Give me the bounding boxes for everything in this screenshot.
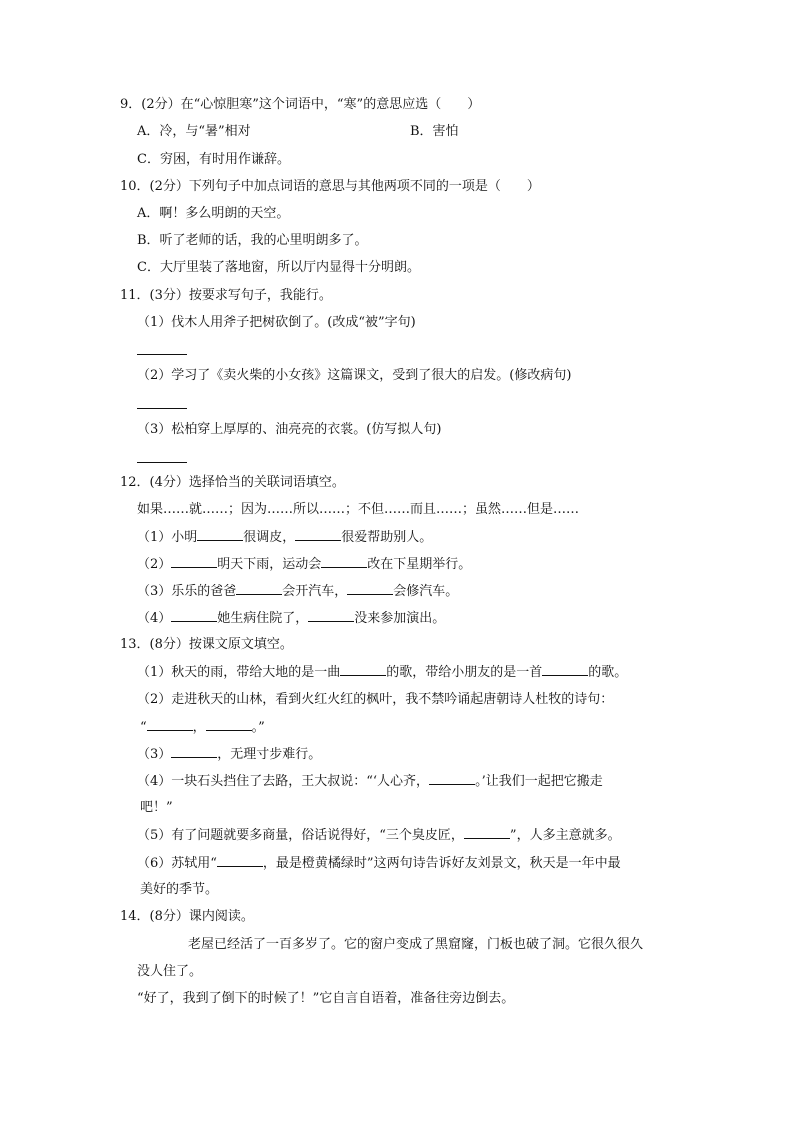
q12-word-bank: 如果……就……；因为……所以……；不但……而且……；虽然……但是…… xyxy=(137,502,580,517)
fill-blank[interactable] xyxy=(464,826,510,839)
q12-stem: 12．(4分）选择恰当的关联词语填空。 xyxy=(120,475,345,490)
q11-sub3: （3）松柏穿上厚厚的、油亮亮的衣裳。(仿写拟人句) xyxy=(137,422,442,437)
fill-blank[interactable] xyxy=(347,582,393,595)
q10-option-a: A．啊！多么明朗的天空。 xyxy=(137,206,290,221)
q11-stem: 11．(3分）按要求写句子，我能行。 xyxy=(120,288,332,303)
q9-option-a: A．冷，与“暑”相对 xyxy=(137,124,251,139)
q12-sub2: （2） 明天下雨，运动会 改在下星期举行。 xyxy=(137,557,472,572)
q9-stem: 9．(2分）在“心惊胆寒”这个词语中，“寒”的意思应选（ ） xyxy=(120,97,481,112)
q14-passage-line-3: “好了，我到了倒下的时候了！”它自言自语着，准备往旁边倒去。 xyxy=(137,991,515,1006)
q12-sub4: （4） 她生病住院了， 没来参加演出。 xyxy=(137,611,446,626)
q13-sub2-poem: “ ， 。” xyxy=(140,720,265,735)
fill-blank[interactable] xyxy=(171,745,217,758)
q13-sub4: （4）一块石头挡住了去路，王大叔说：“‘人心齐， 。’让我们一起把它搬走 xyxy=(137,774,603,789)
fill-blank[interactable] xyxy=(429,772,475,785)
q13-sub6: （6）苏轼用“ ，最是橙黄橘绿时”这两句诗告诉好友刘景文，秋天是一年中最 xyxy=(137,856,621,871)
q13-sub3: （3） ，无理寸步难行。 xyxy=(137,747,322,762)
q13-sub2: （2）走进秋天的山林，看到火红火红的枫叶，我不禁吟诵起唐朝诗人杜牧的诗句： xyxy=(137,692,614,707)
q11-answer-line-3[interactable] xyxy=(137,461,187,463)
q14-stem: 14．(8分）课内阅读。 xyxy=(120,909,254,924)
q11-answer-line-1[interactable] xyxy=(137,353,187,355)
fill-blank[interactable] xyxy=(321,555,367,568)
q10-stem: 10．(2分）下列句子中加点词语的意思与其他两项不同的一项是（ ） xyxy=(120,179,540,194)
q11-answer-line-2[interactable] xyxy=(137,407,187,409)
q14-passage-line-1: 老屋已经活了一百多岁了。它的窗户变成了黑窟窿，门板也破了洞。它很久很久 xyxy=(188,937,644,952)
fill-blank[interactable] xyxy=(206,718,252,731)
fill-blank[interactable] xyxy=(340,663,386,676)
q9-option-b: B．害怕 xyxy=(410,124,459,139)
q10-option-b: B．听了老师的话，我的心里明朗多了。 xyxy=(137,233,368,248)
q13-sub6-cont: 美好的季节。 xyxy=(140,882,219,897)
fill-blank[interactable] xyxy=(308,609,354,622)
q10-option-c: C．大厅里装了落地窗，所以厅内显得十分明朗。 xyxy=(137,260,420,275)
fill-blank[interactable] xyxy=(171,555,217,568)
fill-blank[interactable] xyxy=(171,609,217,622)
q13-sub4-cont: 吧！” xyxy=(140,800,173,815)
q9-option-c: C．穷困，有时用作谦辞。 xyxy=(137,152,290,167)
q14-passage-line-2: 没人住了。 xyxy=(137,964,203,979)
q11-sub1: （1）伐木人用斧子把树砍倒了。(改成“被”字句) xyxy=(137,315,416,330)
fill-blank[interactable] xyxy=(236,582,282,595)
fill-blank[interactable] xyxy=(147,718,193,731)
q11-sub2: （2）学习了《卖火柴的小女孩》这篇课文，受到了很大的启发。(修改病句) xyxy=(137,368,572,383)
fill-blank[interactable] xyxy=(217,854,263,867)
fill-blank[interactable] xyxy=(197,528,243,541)
fill-blank[interactable] xyxy=(542,663,588,676)
q13-stem: 13．(8分）按课文原文填空。 xyxy=(120,637,293,652)
q13-sub1: （1）秋天的雨，带给大地的是一曲 的歌，带给小朋友的是一首 的歌。 xyxy=(137,665,628,680)
q12-sub3: （3）乐乐的爸爸 会开汽车， 会修汽车。 xyxy=(137,584,459,599)
q13-sub5: （5）有了问题就要多商量，俗话说得好，“三个臭皮匠， ”，人多主意就多。 xyxy=(137,828,621,843)
q12-sub1: （1）小明 很调皮， 很爱帮助别人。 xyxy=(137,530,433,545)
fill-blank[interactable] xyxy=(295,528,341,541)
